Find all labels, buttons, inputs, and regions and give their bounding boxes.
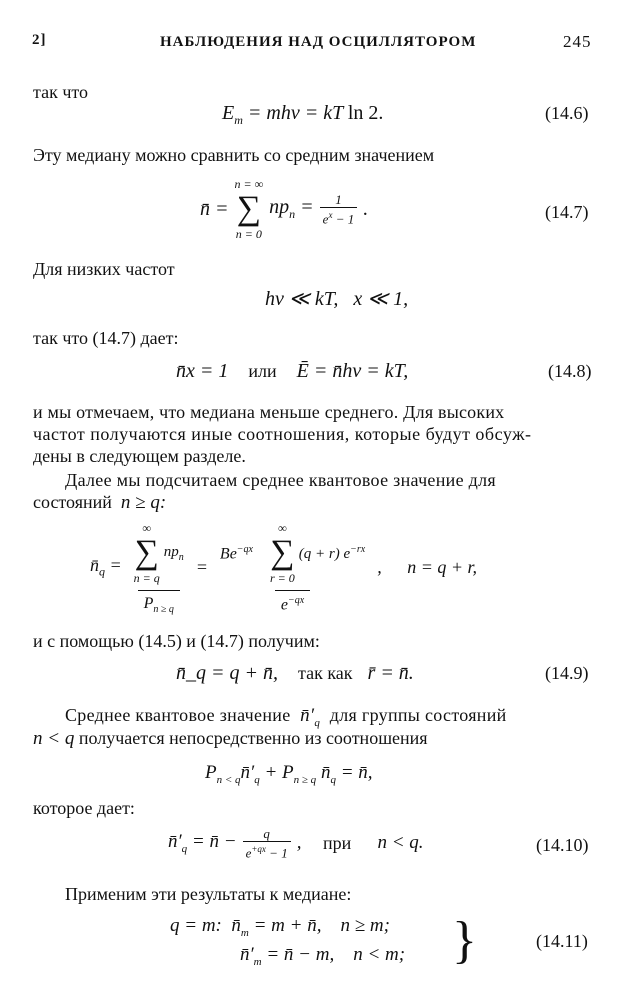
equation-number: (14.10) xyxy=(536,835,589,855)
equation-14-9: n̄_q = q + n̄, так как r̄ = n̄. xyxy=(176,662,414,684)
text-line: Для низких частот xyxy=(33,259,175,279)
equation-14-6: $E_m = mh\nu$ = kT ln 2. xyxy=(222,102,384,127)
page-number: 245 xyxy=(563,32,592,51)
equation-nq: $n̄_q$ = ∞ ∑ n = q $np_n$ $P_{n \ge q}$ = $Be^{-qx}$ ∞ ∑ r = 0 (q + r) $e^{-rx}$ $e^{-qx}$ , n = q + r, xyxy=(90,521,478,616)
equation-number: (14.6) xyxy=(545,103,589,123)
equation-number: (14.8) xyxy=(548,361,592,381)
fraction: $\frac{1}{e^x - 1}$ xyxy=(320,192,358,226)
equation-14-7: n̄ = n = ∞ ∑ n = 0 $np_n$ = $\frac{1}{e^x - 1}$ . xyxy=(200,177,369,241)
text-line: так что (14.7) дает: xyxy=(33,328,179,348)
equation-number: (14.11) xyxy=(536,931,588,951)
equation-14-8: n̄x = 1 или Ē = n̄hν = kT, xyxy=(176,360,409,382)
running-title: НАБЛЮДЕНИЯ НАД ОСЦИЛЛЯТОРОМ xyxy=(160,34,477,50)
equation-number: (14.9) xyxy=(545,663,589,683)
section-number: 2] xyxy=(32,32,47,48)
text-line: так что xyxy=(33,82,89,102)
equation-number: (14.7) xyxy=(545,202,589,222)
low-frequency-condition: hν ≪ kT, x ≪ 1, xyxy=(265,288,409,310)
text-line: которое дает: xyxy=(33,798,135,818)
paragraph-line: дены в следующем разделе. xyxy=(33,446,246,466)
sum-symbol: n = ∞ ∑ n = 0 xyxy=(234,177,264,241)
text-line: Применим эти результаты к медиане: xyxy=(65,884,352,904)
paragraph-line: частот получаются иные соотношения, которые будут обсуж- xyxy=(33,424,532,444)
paragraph-line: и мы отмечаем, что медиана меньше среднего. Для высоких xyxy=(33,402,505,422)
fraction: $Be^{-qx}$ ∞ ∑ r = 0 (q + r) $e^{-rx}$ $e^{-qx}$ xyxy=(219,521,366,614)
equation-14-11-line2: $n̄'_m$ = n̄ − m, n < m; xyxy=(240,944,406,968)
equation-14-10: $n̄'_q$ = n̄ − $\frac{q}{e^{+qx} - 1}$ , при n < q. xyxy=(168,826,424,861)
paragraph-line: Среднее квантовое значение $n̄'_q$ для группы состояний xyxy=(65,705,507,729)
paragraph-line: Далее мы подсчитаем среднее квантовое значение для xyxy=(65,470,496,490)
paragraph-line: состояний n ≥ q: xyxy=(33,492,167,513)
equation-14-11-line1: q = m: $n̄_m = m$ + n̄, n ≥ m; xyxy=(170,915,390,939)
fraction: $\frac{q}{e^{+qx} - 1}$ xyxy=(243,826,291,860)
text-line: Эту медиану можно сравнить со средним значением xyxy=(33,145,435,165)
right-brace: } xyxy=(452,912,477,969)
fraction: ∞ ∑ n = q $np_n$ $P_{n \ge q}$ xyxy=(133,521,184,616)
equation-relation: $P_{n < q}n̄'_q + P_{n \ge q}$ $n̄_q$ = n̄, xyxy=(205,762,373,786)
paragraph-line: n < q получается непосредственно из соотношения xyxy=(33,728,428,749)
text-line: и с помощью (14.5) и (14.7) получим: xyxy=(33,631,320,651)
